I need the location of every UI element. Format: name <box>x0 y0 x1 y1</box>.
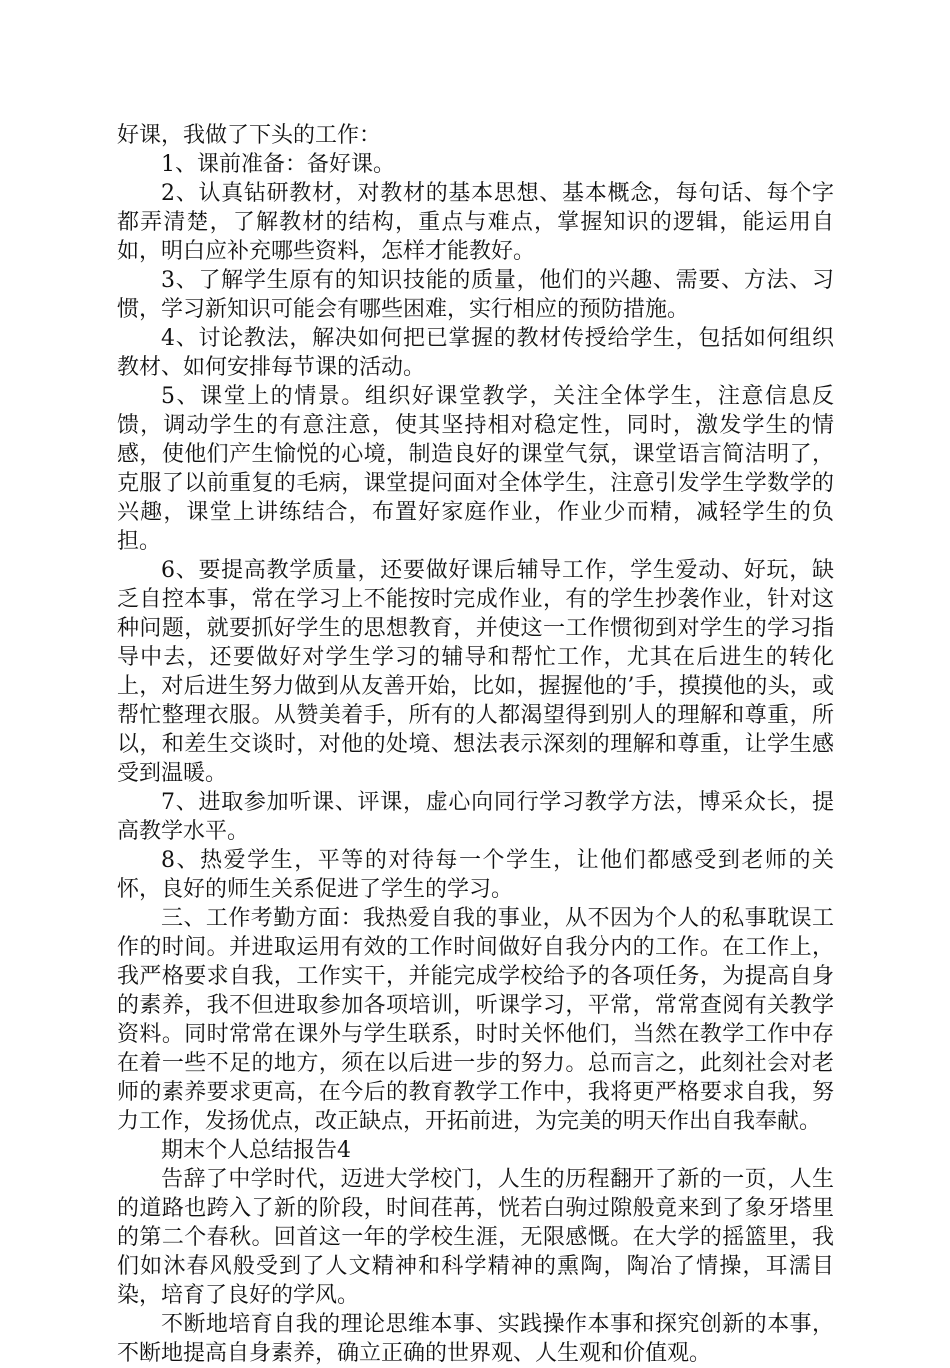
paragraph-item-8: 8、热爱学生，平等的对待每一个学生，让他们都感受到老师的关怀，良好的师生关系促进了学生的学习。 <box>117 848 834 902</box>
paragraph-item-3: 3、了解学生原有的知识技能的质量，他们的兴趣、需要、方法、习惯，学习新知识可能会有哪些困难，实行相应的预防措施。 <box>117 268 834 322</box>
document-body <box>117 121 834 1368</box>
paragraph-item-4: 4、讨论教法，解决如何把已掌握的教材传授给学生，包括如何组织教材、如何安排每节课的活动。 <box>117 326 834 380</box>
paragraph-item-2: 2、认真钻研教材，对教材的基本思想、基本概念，每句话、每个字都弄清楚，了解教材的结构，重点与难点，掌握知识的逻辑，能运用自如，明白应补充哪些资料，怎样才能教好。 <box>117 181 834 264</box>
paragraph-college-growth: 不断地培育自我的理论思维本事、实践操作本事和探究创新的本事，不断地提高自身素养，确立正确的世界观、人生观和价值观。 <box>117 1312 834 1366</box>
paragraph-intro: 好课，我做了下头的工作： <box>117 123 382 148</box>
paragraph-item-7: 7、进取参加听课、评课，虚心向同行学习教学方法，博采众长，提高教学水平。 <box>117 790 834 844</box>
paragraph-item-1: 1、课前准备：备好课。 <box>161 152 395 177</box>
paragraph-college-intro: 告辞了中学时代，迈进大学校门，人生的历程翻开了新的一页，人生的道路也跨入了新的阶段，时间荏苒，恍若白驹过隙般竟来到了象牙塔里的第二个春秋。回首这一年的学校生涯，无限感慨。在大学的摇篮里，我们如沐春风般受到了人文精神和科学精神的熏陶，陶冶了情操，耳濡目染，培育了良好的学风。 <box>117 1167 834 1308</box>
paragraph-attendance: 三、工作考勤方面：我热爱自我的事业，从不因为个人的私事耽误工作的时间。并进取运用有效的工作时间做好自我分内的工作。在工作上，我严格要求自我，工作实干，并能完成学校给予的各项任务，为提高自身的素养，我不但进取参加各项培训，听课学习，平常，常常查阅有关教学资料。同时常常在课外与学生联系，时时关怀他们，当然在教学工作中存在着一些不足的地方，须在以后进一步的努力。总而言之，此刻社会对老师的素养要求更高，在今后的教育教学工作中，我将更严格要求自我，努力工作，发扬优点，改正缺点，开拓前进，为完美的明天作出自我奉献。 <box>117 906 834 1134</box>
paragraph-item-6: 6、要提高教学质量，还要做好课后辅导工作，学生爱动、好玩，缺乏自控本事，常在学习上不能按时完成作业，有的学生抄袭作业，针对这种问题，就要抓好学生的思想教育，并使这一工作惯彻到对学生的学习指导中去，还要做好对学生学习的辅导和帮忙工作，尤其在后进生的转化上，对后进生努力做到从友善开始，比如，握握他的’手，摸摸他的头，或帮忙整理衣服。从赞美着手，所有的人都渴望得到别人的理解和尊重，所以，和差生交谈时，对他的处境、想法表示深刻的理解和尊重，让学生感受到温暖。 <box>117 558 834 786</box>
section-heading: 期末个人总结报告4 <box>161 1138 351 1163</box>
paragraph-item-5: 5、课堂上的情景。组织好课堂教学，关注全体学生，注意信息反馈，调动学生的有意注意，使其坚持相对稳定性，同时，激发学生的情感，使他们产生愉悦的心境，制造良好的课堂气氛，课堂语言简洁明了，克服了以前重复的毛病，课堂提问面对全体学生，注意引发学生学数学的兴趣，课堂上讲练结合，布置好家庭作业，作业少而精，减轻学生的负担。 <box>117 384 834 554</box>
